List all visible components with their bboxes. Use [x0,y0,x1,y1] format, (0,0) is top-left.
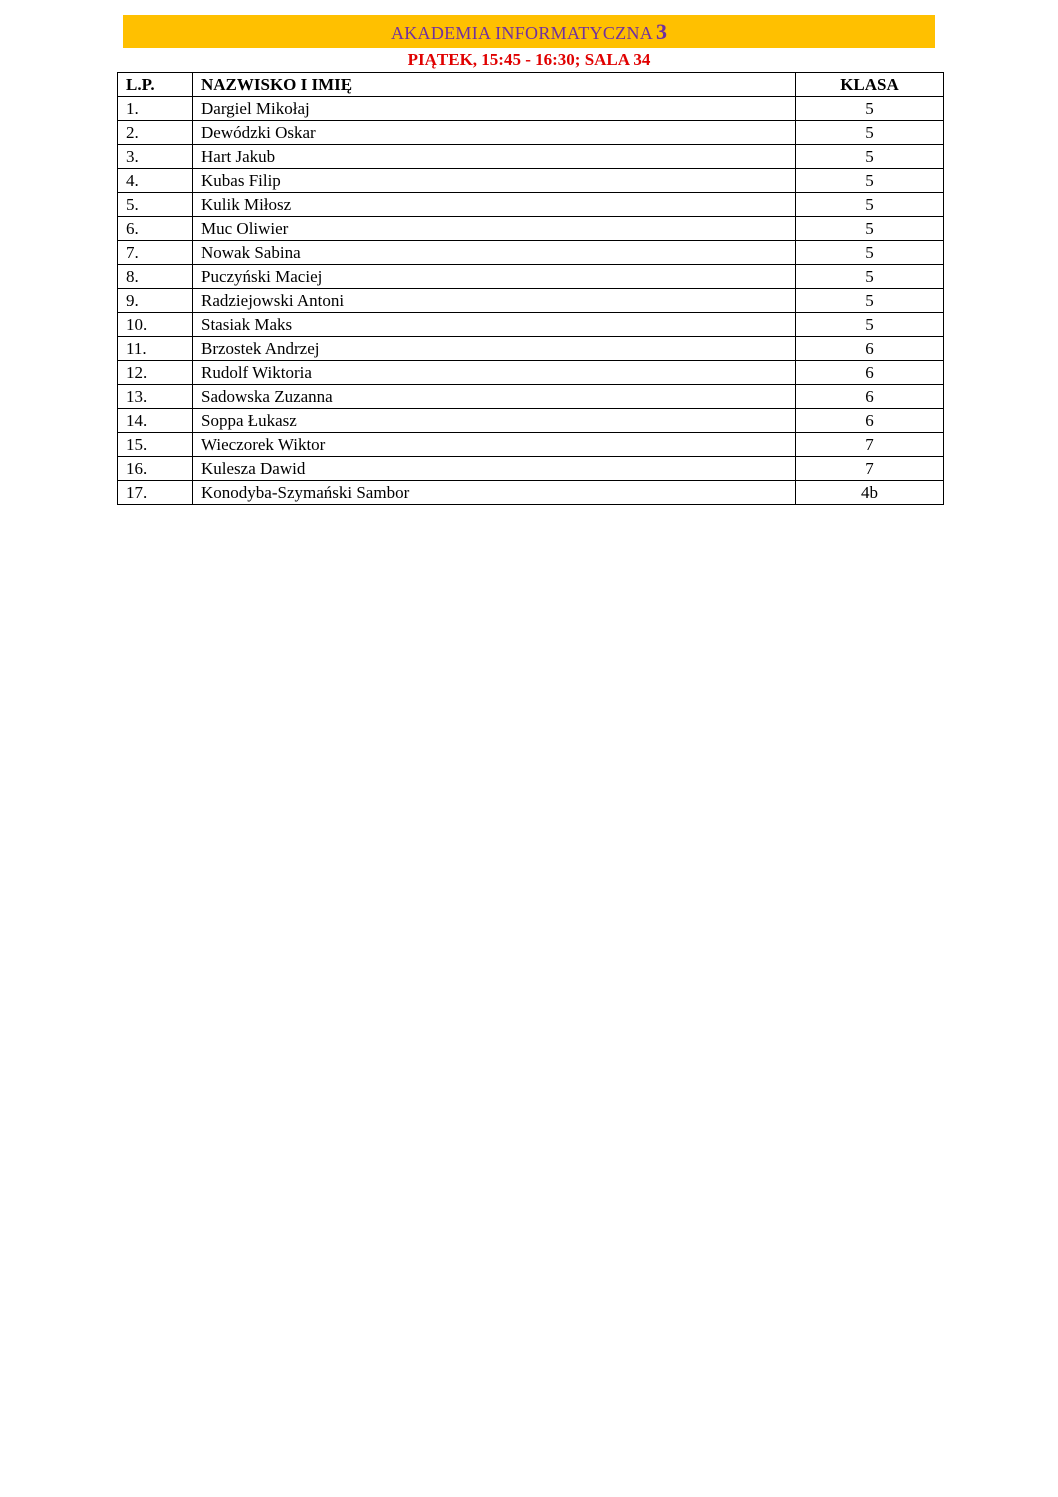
page-title: AKADEMIA INFORMATYCZNA [390,23,654,43]
table-row [118,409,944,433]
table-row [118,481,944,505]
cell-lp: 7. [118,241,193,265]
cell-lp: 8. [118,265,193,289]
cell-name: Konodyba-Szymański Sambor [193,481,796,505]
cell-klasa: 6 [796,409,944,433]
schedule-subtitle: PIĄTEK, 15:45 - 16:30; SALA 34 [407,50,651,69]
table-row [118,217,944,241]
table-header-row [118,73,944,97]
table-row [118,97,944,121]
table-row [118,361,944,385]
cell-name: Soppa Łukasz [193,409,796,433]
cell-name: Brzostek Andrzej [193,337,796,361]
cell-name: Dargiel Mikołaj [193,97,796,121]
cell-name: Sadowska Zuzanna [193,385,796,409]
student-table [117,72,944,505]
cell-name: Kubas Filip [193,169,796,193]
cell-lp: 17. [118,481,193,505]
cell-klasa: 5 [796,313,944,337]
table-row [118,385,944,409]
cell-name: Muc Oliwier [193,217,796,241]
cell-klasa: 7 [796,457,944,481]
cell-klasa: 5 [796,193,944,217]
cell-lp: 2. [118,121,193,145]
cell-lp: 9. [118,289,193,313]
table-row [118,169,944,193]
cell-lp: 16. [118,457,193,481]
cell-lp: 15. [118,433,193,457]
column-header-name: NAZWISKO I IMIĘ [193,73,796,97]
cell-klasa: 7 [796,433,944,457]
cell-klasa: 6 [796,385,944,409]
cell-klasa: 4b [796,481,944,505]
cell-lp: 3. [118,145,193,169]
title-bar [123,15,935,48]
cell-klasa: 6 [796,337,944,361]
cell-lp: 1. [118,97,193,121]
cell-lp: 6. [118,217,193,241]
cell-name: Hart Jakub [193,145,796,169]
cell-lp: 10. [118,313,193,337]
cell-klasa: 5 [796,241,944,265]
cell-name: Kulesza Dawid [193,457,796,481]
cell-klasa: 6 [796,361,944,385]
cell-name: Dewódzki Oskar [193,121,796,145]
cell-klasa: 5 [796,217,944,241]
cell-lp: 4. [118,169,193,193]
cell-lp: 5. [118,193,193,217]
table-row [118,313,944,337]
cell-lp: 12. [118,361,193,385]
page-title-number: 3 [656,19,668,44]
cell-lp: 11. [118,337,193,361]
table-row [118,193,944,217]
table-row [118,457,944,481]
cell-klasa: 5 [796,145,944,169]
cell-lp: 13. [118,385,193,409]
cell-klasa: 5 [796,289,944,313]
cell-lp: 14. [118,409,193,433]
table-row [118,289,944,313]
column-header-lp: L.P. [118,73,193,97]
cell-klasa: 5 [796,265,944,289]
cell-klasa: 5 [796,169,944,193]
table-row [118,241,944,265]
cell-name: Puczyński Maciej [193,265,796,289]
cell-name: Stasiak Maks [193,313,796,337]
table-row [118,145,944,169]
cell-name: Kulik Miłosz [193,193,796,217]
cell-klasa: 5 [796,97,944,121]
cell-name: Wieczorek Wiktor [193,433,796,457]
cell-klasa: 5 [796,121,944,145]
cell-name: Rudolf Wiktoria [193,361,796,385]
table-row [118,337,944,361]
cell-name: Radziejowski Antoni [193,289,796,313]
column-header-klasa: KLASA [796,73,944,97]
table-row [118,433,944,457]
table-row [118,265,944,289]
cell-name: Nowak Sabina [193,241,796,265]
table-row [118,121,944,145]
